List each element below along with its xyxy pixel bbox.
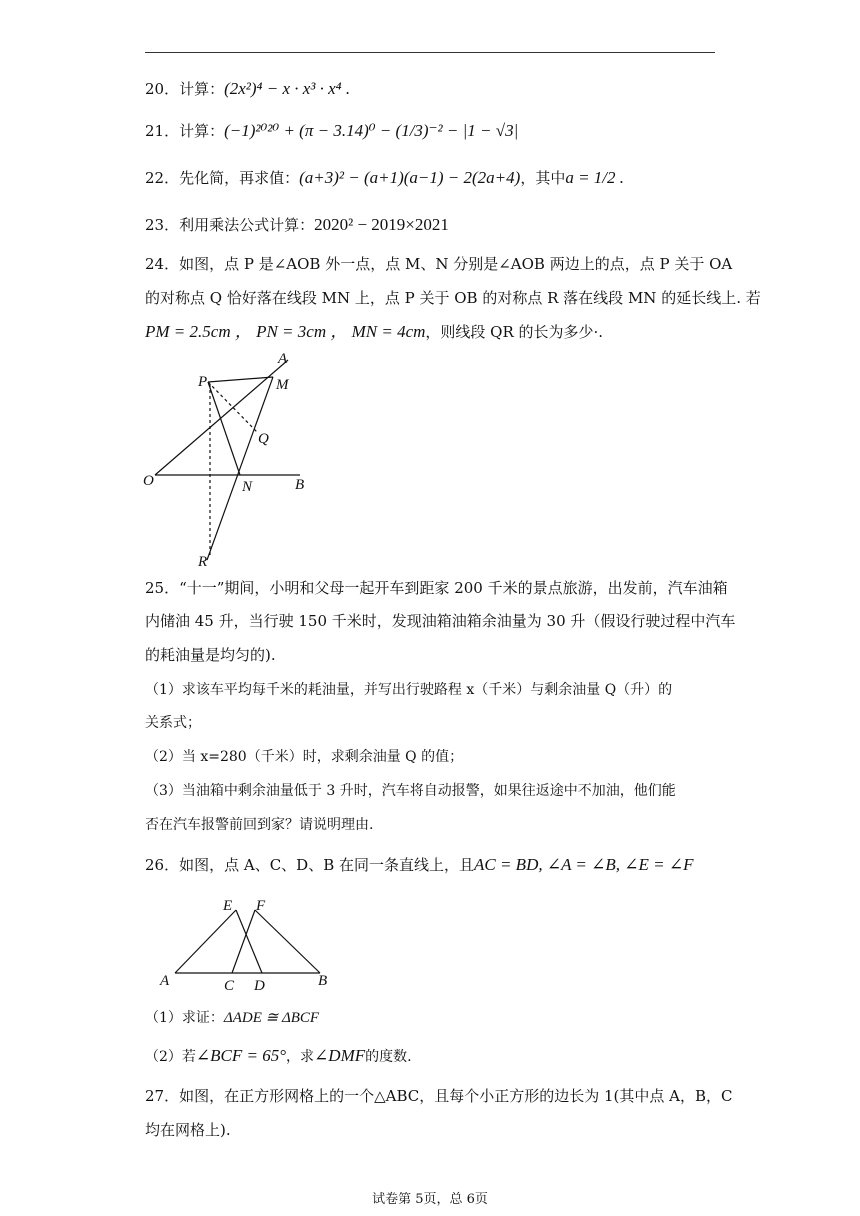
segment-fc [232,910,255,973]
question-26-part-2-mid: ，求 [286,1049,315,1065]
question-26 [145,855,694,875]
question-25-part-2: （2）当 x=280（千米）时，求剩余油量 Q 的值； [145,749,464,765]
question-22-label: 22．先化简，再求值： [145,169,300,187]
label-b: B [295,477,305,493]
label-m: M [276,377,289,393]
question-24-line-1: 24．如图，点 P 是∠AOB 外一点，点 M、N 分别是∠AOB 两边上的点，点 P 关于 OA [145,255,733,273]
question-26-part-1-label: （1）求证： [145,1010,224,1026]
question-26-part-2-label: （2）若 [145,1049,196,1065]
segment-pn [208,382,240,475]
question-24-ask: ，则线段 QR 的长为多少·. [425,323,604,341]
segment-pq-dashed [208,382,257,432]
segment-fb [255,910,320,973]
label-d-26: D [254,978,265,994]
page-footer: 试卷第 5页，总 6页 [372,1192,488,1207]
question-24-lengths: PM = 2.5cm ， PN = 3cm ， MN = 4cm [145,322,426,341]
question-21-label: 21．计算： [145,122,225,140]
question-23-expression: 2020² − 2019×2021 [314,215,449,234]
question-26-part-2-expression: ∠BCF = 65° [195,1046,287,1065]
question-25-part-1b: 关系式； [145,715,201,731]
question-26-part-2-angle: ∠DMF [314,1046,366,1065]
segment-ed [236,910,262,973]
question-27-line-1: 27．如图，在正方形网格上的一个△ABC，且每个小正方形的边长为 1(其中点 A，B，C [145,1087,733,1105]
question-26-part-1 [145,1008,319,1028]
label-o: O [143,473,154,489]
label-e-26: E [223,898,233,914]
question-25-line-3: 的耗油量是均匀的). [145,646,276,664]
question-26-part-2 [145,1046,412,1067]
label-f-26: F [256,898,266,914]
question-27-line-2: 均在网格上). [145,1121,231,1139]
question-25-part-1a: （1）求该车平均每千米的耗油量，并写出行驶路程 x（千米）与剩余油量 Q（升）的 [145,682,673,698]
question-23-label: 23．利用乘法公式计算： [145,216,315,234]
question-22-condition: a = 1/2 . [565,168,625,187]
label-q: Q [258,431,269,447]
question-25-line-2: 内储油 45 升，当行驶 150 千米时，发现油箱油箱余油量为 30 升（假设行驶过程中汽车 [145,612,736,630]
question-25-part-3b: 否在汽车报警前回到家？请说明理由. [145,817,374,833]
label-n: N [242,479,253,495]
line-mr [207,377,273,560]
question-26-part-1-expression: ΔADE ≅ ΔBCF [223,1010,320,1026]
question-24-line-2: 的对称点 Q 恰好落在线段 MN 上，点 P 关于 OB 的对称点 R 落在线段 MN 的延长线上. 若 [145,289,761,307]
question-26-conditions: AC = BD, ∠A = ∠B, ∠E = ∠F [473,855,694,874]
question-26-part-2-tail: 的度数. [365,1049,412,1065]
question-20-expression: (2x²)⁴ − x · x³ · x⁴ . [224,79,351,98]
question-25-part-3a: （3）当油箱中剩余油量低于 3 升时，汽车将自动报警，如果往返途中不加油，他们能 [145,783,676,799]
label-c-26: C [224,978,235,994]
question-22-tail: ，其中 [520,169,566,187]
segment-ae [175,910,236,973]
label-a: A [278,351,288,367]
question-22-expression: (a+3)² − (a+1)(a−1) − 2(2a+4) [299,168,521,187]
question-21-expression: (−1)²⁰²⁰ + (π − 3.14)⁰ − (1/3)⁻² − |1 − √3| [224,121,519,140]
question-20-label: 20．计算： [145,80,225,98]
label-b-26: B [318,973,328,989]
question-25-line-1: 25．“十一”期间，小明和父母一起开车到距家 200 千米的景点旅游，出发前，汽车油箱 [145,579,728,597]
label-r: R [198,554,208,570]
label-a-26: A [160,973,170,989]
question-26-label: 26．如图，点 A、C、D、B 在同一条直线上，且 [145,856,474,874]
label-p: P [198,374,208,390]
